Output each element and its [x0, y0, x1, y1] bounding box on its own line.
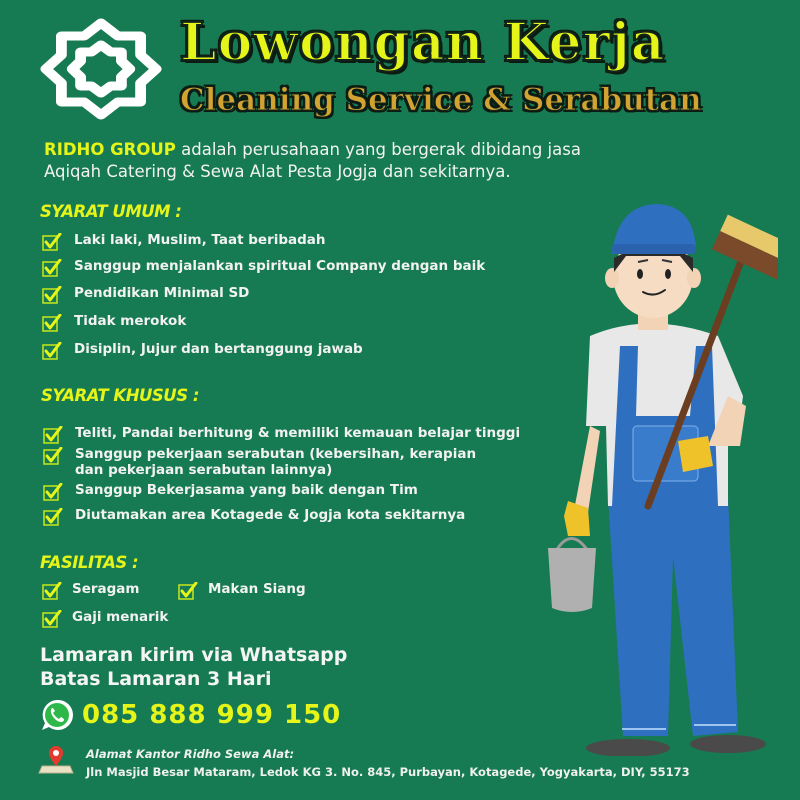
cleaning-worker-illustration [528, 196, 778, 756]
intro-line-1: adalah perusahaan yang bergerak dibidang jasa [175, 140, 581, 159]
map-pin-icon [38, 744, 74, 774]
checkbox-checked-icon [43, 426, 63, 444]
checkbox-checked-icon [43, 508, 63, 526]
application-info [40, 643, 347, 691]
brand-name: RIDHO GROUP [44, 140, 176, 159]
list-item: Diutamakan area Kotagede & Jogja kota sekitarnya [43, 507, 465, 526]
address-value: Jln Masjid Besar Mataram, Ledok KG 3. No. 845, Purbayan, Kotagede, Yogyakarta, DIY, 55173 [86, 765, 690, 779]
page-title: Lowongan Kerja [180, 12, 666, 73]
whatsapp-contact[interactable] [40, 698, 341, 732]
list-item: Sanggup menjalankan spiritual Company dengan baik [42, 258, 485, 277]
page-subtitle: Cleaning Service & Serabutan [180, 82, 702, 118]
apply-line-2: Batas Lamaran 3 Hari [40, 668, 272, 690]
list-item: Sanggup pekerjaan serabutan (kebersihan, kerapian dan pekerjaan serabutan lainnya) [43, 446, 476, 478]
syarat-umum-heading: SYARAT UMUM : [40, 202, 182, 221]
checkbox-checked-icon [43, 483, 63, 501]
list-item: Tidak merokok [42, 313, 186, 332]
checkbox-checked-icon [42, 259, 62, 277]
checkbox-checked-icon [42, 286, 62, 304]
checkbox-checked-icon [43, 447, 63, 465]
checkbox-checked-icon [42, 233, 62, 251]
list-item: Gaji menarik [42, 609, 168, 628]
list-item: Seragam [42, 581, 140, 600]
checkbox-checked-icon [42, 582, 62, 600]
phone-number[interactable]: 085 888 999 150 [82, 700, 342, 730]
checkbox-checked-icon [42, 314, 62, 332]
list-item: Pendidikan Minimal SD [42, 285, 249, 304]
fasilitas-heading: FASILITAS : [40, 553, 139, 572]
list-item: Makan Siang [178, 581, 306, 600]
intro-line-2: Aqiqah Catering & Sewa Alat Pesta Jogja dan sekitarnya. [44, 162, 511, 181]
whatsapp-icon [40, 698, 74, 732]
checkbox-checked-icon [42, 342, 62, 360]
list-item: Disiplin, Jujur dan bertanggung jawab [42, 341, 363, 360]
company-intro [44, 139, 581, 183]
company-logo-icon [38, 16, 164, 122]
apply-line-1: Lamaran kirim via Whatsapp [40, 644, 348, 666]
checkbox-checked-icon [42, 610, 62, 628]
list-item: Teliti, Pandai berhitung & memiliki kemauan belajar tinggi [43, 425, 520, 444]
syarat-khusus-heading: SYARAT KHUSUS : [41, 386, 199, 405]
list-item: Sanggup Bekerjasama yang baik dengan Tim [43, 482, 418, 501]
list-item: Laki laki, Muslim, Taat beribadah [42, 232, 326, 251]
checkbox-checked-icon [178, 582, 198, 600]
address-label: Alamat Kantor Ridho Sewa Alat: [86, 747, 295, 761]
